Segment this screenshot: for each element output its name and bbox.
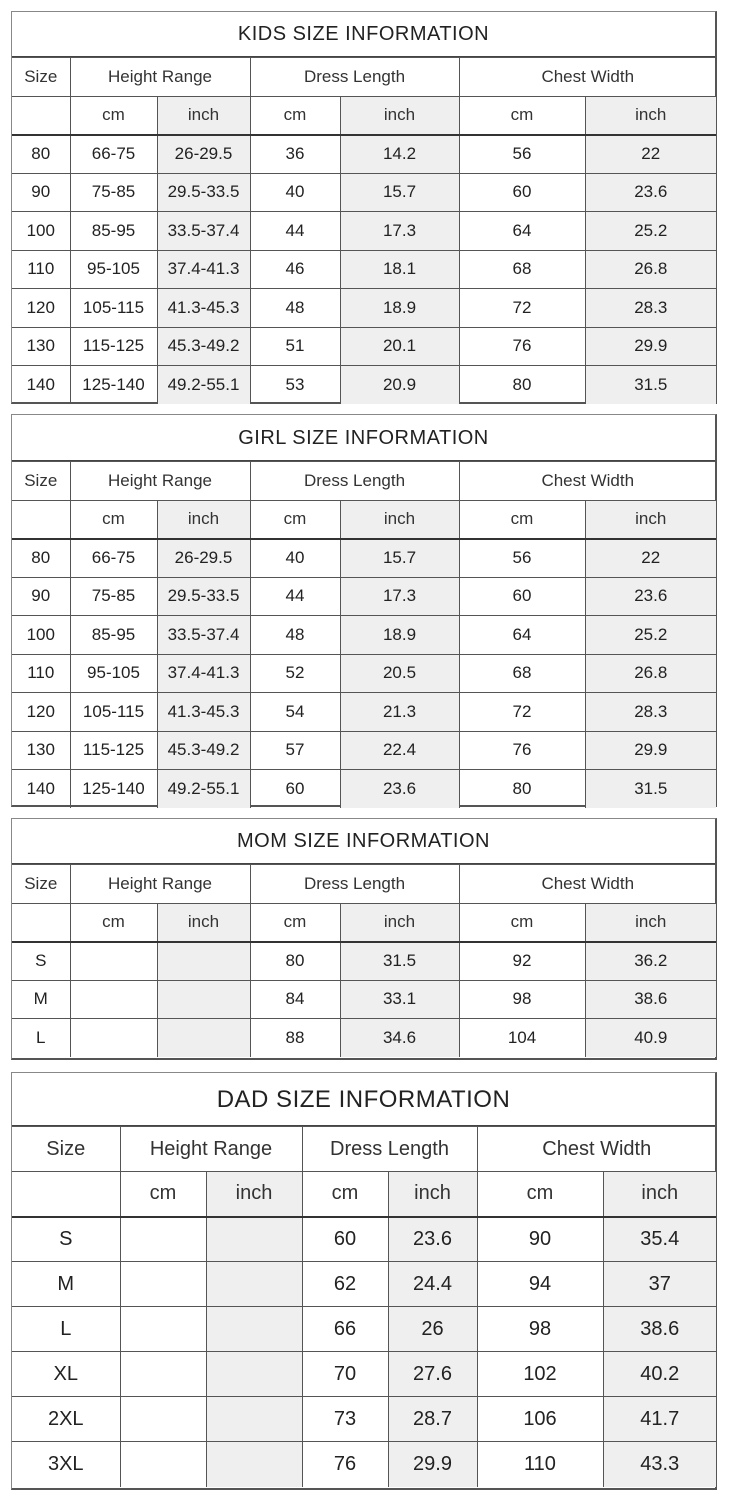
value-cell: 76 xyxy=(459,327,585,366)
unit-label: cm xyxy=(250,500,340,539)
value-cell xyxy=(206,1217,302,1262)
value-cell: 125-140 xyxy=(70,366,157,405)
value-cell: 57 xyxy=(250,731,340,770)
height-range-header: Height Range xyxy=(70,865,250,904)
value-cell: 76 xyxy=(302,1442,388,1487)
value-cell xyxy=(157,942,250,981)
value-cell: 20.1 xyxy=(340,327,459,366)
mom-size-table xyxy=(11,818,717,1060)
value-cell: 60 xyxy=(250,770,340,809)
value-cell: 40 xyxy=(250,173,340,212)
value-cell xyxy=(206,1352,302,1397)
table-row xyxy=(12,1307,716,1352)
value-cell xyxy=(120,1307,206,1352)
value-cell: 18.9 xyxy=(340,616,459,655)
value-cell: 22 xyxy=(585,539,716,578)
table-row xyxy=(12,327,716,366)
size-header: Size xyxy=(12,1127,120,1172)
size-cell: L xyxy=(12,1019,70,1058)
value-cell: 29.5-33.5 xyxy=(157,577,250,616)
value-cell: 70 xyxy=(302,1352,388,1397)
value-cell xyxy=(70,980,157,1019)
value-cell: 26-29.5 xyxy=(157,539,250,578)
value-cell: 35.4 xyxy=(603,1217,716,1262)
value-cell: 75-85 xyxy=(70,173,157,212)
size-header: Size xyxy=(12,865,70,904)
table-row xyxy=(12,212,716,251)
value-cell: 115-125 xyxy=(70,327,157,366)
value-cell xyxy=(206,1442,302,1487)
value-cell: 33.1 xyxy=(340,980,459,1019)
unit-label: inch xyxy=(340,903,459,942)
value-cell xyxy=(206,1397,302,1442)
value-cell: 23.6 xyxy=(388,1217,477,1262)
value-cell: 41.3-45.3 xyxy=(157,289,250,328)
value-cell: 33.5-37.4 xyxy=(157,212,250,251)
value-cell: 73 xyxy=(302,1397,388,1442)
header-row xyxy=(12,58,716,97)
size-cell: 80 xyxy=(12,539,70,578)
value-cell: 31.5 xyxy=(585,366,716,405)
value-cell: 44 xyxy=(250,577,340,616)
value-cell: 37 xyxy=(603,1262,716,1307)
table-row xyxy=(12,173,716,212)
unit-label: cm xyxy=(302,1172,388,1217)
value-cell: 84 xyxy=(250,980,340,1019)
size-cell: M xyxy=(12,1262,120,1307)
value-cell: 21.3 xyxy=(340,693,459,732)
unit-blank xyxy=(12,500,70,539)
value-cell: 85-95 xyxy=(70,212,157,251)
unit-label: cm xyxy=(70,903,157,942)
unit-label: cm xyxy=(250,903,340,942)
value-cell: 66-75 xyxy=(70,539,157,578)
value-cell: 80 xyxy=(459,366,585,405)
value-cell: 37.4-41.3 xyxy=(157,250,250,289)
unit-label: cm xyxy=(459,500,585,539)
value-cell: 23.6 xyxy=(585,173,716,212)
value-cell: 88 xyxy=(250,1019,340,1058)
unit-label: inch xyxy=(340,96,459,135)
unit-row xyxy=(12,500,716,539)
value-cell: 102 xyxy=(477,1352,603,1397)
size-header: Size xyxy=(12,462,70,501)
value-cell xyxy=(120,1442,206,1487)
size-cell: 110 xyxy=(12,250,70,289)
value-cell: 64 xyxy=(459,616,585,655)
table-row xyxy=(12,1217,716,1262)
value-cell: 105-115 xyxy=(70,693,157,732)
value-cell: 15.7 xyxy=(340,539,459,578)
table-row xyxy=(12,731,716,770)
unit-label: inch xyxy=(340,500,459,539)
value-cell: 33.5-37.4 xyxy=(157,616,250,655)
value-cell: 28.7 xyxy=(388,1397,477,1442)
size-cell: 3XL xyxy=(12,1442,120,1487)
value-cell: 51 xyxy=(250,327,340,366)
value-cell: 48 xyxy=(250,289,340,328)
value-cell xyxy=(120,1397,206,1442)
value-cell: 40 xyxy=(250,539,340,578)
dress-length-header: Dress Length xyxy=(250,865,459,904)
dad-size-table xyxy=(11,1072,717,1490)
unit-label: cm xyxy=(477,1172,603,1217)
value-cell xyxy=(70,1019,157,1058)
value-cell: 68 xyxy=(459,654,585,693)
size-cell: S xyxy=(12,942,70,981)
value-cell: 106 xyxy=(477,1397,603,1442)
size-cell: 90 xyxy=(12,577,70,616)
size-cell: 130 xyxy=(12,327,70,366)
value-cell: 43.3 xyxy=(603,1442,716,1487)
size-header: Size xyxy=(12,58,70,97)
table-row xyxy=(12,693,716,732)
table-row xyxy=(12,1352,716,1397)
header-row xyxy=(12,1127,716,1172)
value-cell: 37.4-41.3 xyxy=(157,654,250,693)
size-cell: 120 xyxy=(12,693,70,732)
size-cell: M xyxy=(12,980,70,1019)
size-cell: XL xyxy=(12,1352,120,1397)
height-range-header: Height Range xyxy=(70,58,250,97)
value-cell: 66 xyxy=(302,1307,388,1352)
value-cell: 45.3-49.2 xyxy=(157,327,250,366)
table-title: DAD SIZE INFORMATION xyxy=(12,1073,715,1126)
chest-width-header: Chest Width xyxy=(459,58,716,97)
value-cell: 72 xyxy=(459,289,585,328)
value-cell: 60 xyxy=(302,1217,388,1262)
value-cell xyxy=(206,1262,302,1307)
size-grid xyxy=(12,57,716,404)
value-cell: 36 xyxy=(250,135,340,174)
value-cell: 72 xyxy=(459,693,585,732)
value-cell: 46 xyxy=(250,250,340,289)
value-cell: 104 xyxy=(459,1019,585,1058)
value-cell: 18.9 xyxy=(340,289,459,328)
value-cell: 98 xyxy=(459,980,585,1019)
size-grid xyxy=(12,1126,716,1487)
value-cell: 20.5 xyxy=(340,654,459,693)
value-cell: 29.9 xyxy=(388,1442,477,1487)
value-cell: 28.3 xyxy=(585,289,716,328)
size-cell: 100 xyxy=(12,616,70,655)
size-cell: S xyxy=(12,1217,120,1262)
unit-label: cm xyxy=(459,96,585,135)
table-row xyxy=(12,1262,716,1307)
unit-label: inch xyxy=(157,500,250,539)
dress-length-header: Dress Length xyxy=(250,58,459,97)
dress-length-header: Dress Length xyxy=(250,462,459,501)
unit-label: cm xyxy=(70,500,157,539)
value-cell xyxy=(157,1019,250,1058)
value-cell: 76 xyxy=(459,731,585,770)
value-cell: 25.2 xyxy=(585,212,716,251)
value-cell: 26 xyxy=(388,1307,477,1352)
value-cell: 34.6 xyxy=(340,1019,459,1058)
value-cell: 24.4 xyxy=(388,1262,477,1307)
value-cell: 22 xyxy=(585,135,716,174)
unit-blank xyxy=(12,1172,120,1217)
value-cell xyxy=(120,1352,206,1397)
table-row xyxy=(12,366,716,405)
size-grid xyxy=(12,461,716,808)
height-range-header: Height Range xyxy=(120,1127,302,1172)
header-row xyxy=(12,865,716,904)
table-row xyxy=(12,770,716,809)
table-row xyxy=(12,1397,716,1442)
value-cell: 95-105 xyxy=(70,250,157,289)
value-cell: 49.2-55.1 xyxy=(157,770,250,809)
value-cell: 64 xyxy=(459,212,585,251)
value-cell: 40.2 xyxy=(603,1352,716,1397)
value-cell: 29.9 xyxy=(585,327,716,366)
dress-length-header: Dress Length xyxy=(302,1127,477,1172)
value-cell: 95-105 xyxy=(70,654,157,693)
unit-row xyxy=(12,1172,716,1217)
unit-blank xyxy=(12,903,70,942)
value-cell: 45.3-49.2 xyxy=(157,731,250,770)
value-cell: 80 xyxy=(250,942,340,981)
girl-size-table xyxy=(11,414,717,807)
value-cell: 41.3-45.3 xyxy=(157,693,250,732)
value-cell: 22.4 xyxy=(340,731,459,770)
size-cell: 2XL xyxy=(12,1397,120,1442)
size-cell: 130 xyxy=(12,731,70,770)
table-title: KIDS SIZE INFORMATION xyxy=(12,12,715,57)
value-cell: 68 xyxy=(459,250,585,289)
value-cell: 17.3 xyxy=(340,212,459,251)
value-cell: 92 xyxy=(459,942,585,981)
value-cell: 17.3 xyxy=(340,577,459,616)
table-row xyxy=(12,539,716,578)
table-title: GIRL SIZE INFORMATION xyxy=(12,415,715,461)
unit-label: inch xyxy=(157,96,250,135)
value-cell xyxy=(206,1307,302,1352)
value-cell: 27.6 xyxy=(388,1352,477,1397)
unit-label: cm xyxy=(459,903,585,942)
table-title: MOM SIZE INFORMATION xyxy=(12,819,715,864)
unit-label: inch xyxy=(206,1172,302,1217)
value-cell: 15.7 xyxy=(340,173,459,212)
value-cell: 26-29.5 xyxy=(157,135,250,174)
value-cell: 56 xyxy=(459,539,585,578)
unit-label: inch xyxy=(157,903,250,942)
value-cell: 28.3 xyxy=(585,693,716,732)
unit-blank xyxy=(12,96,70,135)
value-cell: 49.2-55.1 xyxy=(157,366,250,405)
kids-size-table xyxy=(11,11,717,404)
value-cell: 48 xyxy=(250,616,340,655)
value-cell: 26.8 xyxy=(585,654,716,693)
size-cell: 110 xyxy=(12,654,70,693)
size-cell: 100 xyxy=(12,212,70,251)
header-row xyxy=(12,462,716,501)
value-cell: 23.6 xyxy=(585,577,716,616)
value-cell: 54 xyxy=(250,693,340,732)
table-row xyxy=(12,980,716,1019)
value-cell: 40.9 xyxy=(585,1019,716,1058)
height-range-header: Height Range xyxy=(70,462,250,501)
value-cell: 105-115 xyxy=(70,289,157,328)
table-row xyxy=(12,135,716,174)
unit-label: inch xyxy=(585,903,716,942)
size-cell: 140 xyxy=(12,770,70,809)
value-cell: 60 xyxy=(459,173,585,212)
value-cell: 90 xyxy=(477,1217,603,1262)
table-row xyxy=(12,1019,716,1058)
value-cell: 31.5 xyxy=(340,942,459,981)
value-cell xyxy=(120,1217,206,1262)
value-cell: 20.9 xyxy=(340,366,459,405)
value-cell: 14.2 xyxy=(340,135,459,174)
value-cell: 18.1 xyxy=(340,250,459,289)
value-cell: 29.9 xyxy=(585,731,716,770)
size-cell: 140 xyxy=(12,366,70,405)
chest-width-header: Chest Width xyxy=(477,1127,716,1172)
size-cell: L xyxy=(12,1307,120,1352)
value-cell: 23.6 xyxy=(340,770,459,809)
unit-label: cm xyxy=(70,96,157,135)
unit-label: inch xyxy=(585,96,716,135)
value-cell: 25.2 xyxy=(585,616,716,655)
size-grid xyxy=(12,864,716,1057)
value-cell: 80 xyxy=(459,770,585,809)
table-row xyxy=(12,654,716,693)
unit-label: inch xyxy=(603,1172,716,1217)
value-cell: 75-85 xyxy=(70,577,157,616)
value-cell: 52 xyxy=(250,654,340,693)
value-cell xyxy=(120,1262,206,1307)
value-cell: 62 xyxy=(302,1262,388,1307)
value-cell: 110 xyxy=(477,1442,603,1487)
size-cell: 120 xyxy=(12,289,70,328)
table-row xyxy=(12,942,716,981)
value-cell: 26.8 xyxy=(585,250,716,289)
value-cell: 115-125 xyxy=(70,731,157,770)
value-cell: 85-95 xyxy=(70,616,157,655)
unit-label: inch xyxy=(585,500,716,539)
chest-width-header: Chest Width xyxy=(459,462,716,501)
unit-label: inch xyxy=(388,1172,477,1217)
unit-row xyxy=(12,96,716,135)
value-cell: 94 xyxy=(477,1262,603,1307)
table-row xyxy=(12,289,716,328)
unit-label: cm xyxy=(250,96,340,135)
table-row xyxy=(12,1442,716,1487)
value-cell: 56 xyxy=(459,135,585,174)
table-row xyxy=(12,577,716,616)
value-cell: 66-75 xyxy=(70,135,157,174)
table-row xyxy=(12,250,716,289)
value-cell: 38.6 xyxy=(603,1307,716,1352)
value-cell: 125-140 xyxy=(70,770,157,809)
value-cell: 38.6 xyxy=(585,980,716,1019)
unit-label: cm xyxy=(120,1172,206,1217)
value-cell: 41.7 xyxy=(603,1397,716,1442)
table-row xyxy=(12,616,716,655)
chest-width-header: Chest Width xyxy=(459,865,716,904)
value-cell: 53 xyxy=(250,366,340,405)
unit-row xyxy=(12,903,716,942)
value-cell: 98 xyxy=(477,1307,603,1352)
value-cell: 36.2 xyxy=(585,942,716,981)
value-cell: 44 xyxy=(250,212,340,251)
value-cell: 31.5 xyxy=(585,770,716,809)
value-cell: 29.5-33.5 xyxy=(157,173,250,212)
size-cell: 80 xyxy=(12,135,70,174)
size-cell: 90 xyxy=(12,173,70,212)
value-cell xyxy=(70,942,157,981)
value-cell xyxy=(157,980,250,1019)
value-cell: 60 xyxy=(459,577,585,616)
